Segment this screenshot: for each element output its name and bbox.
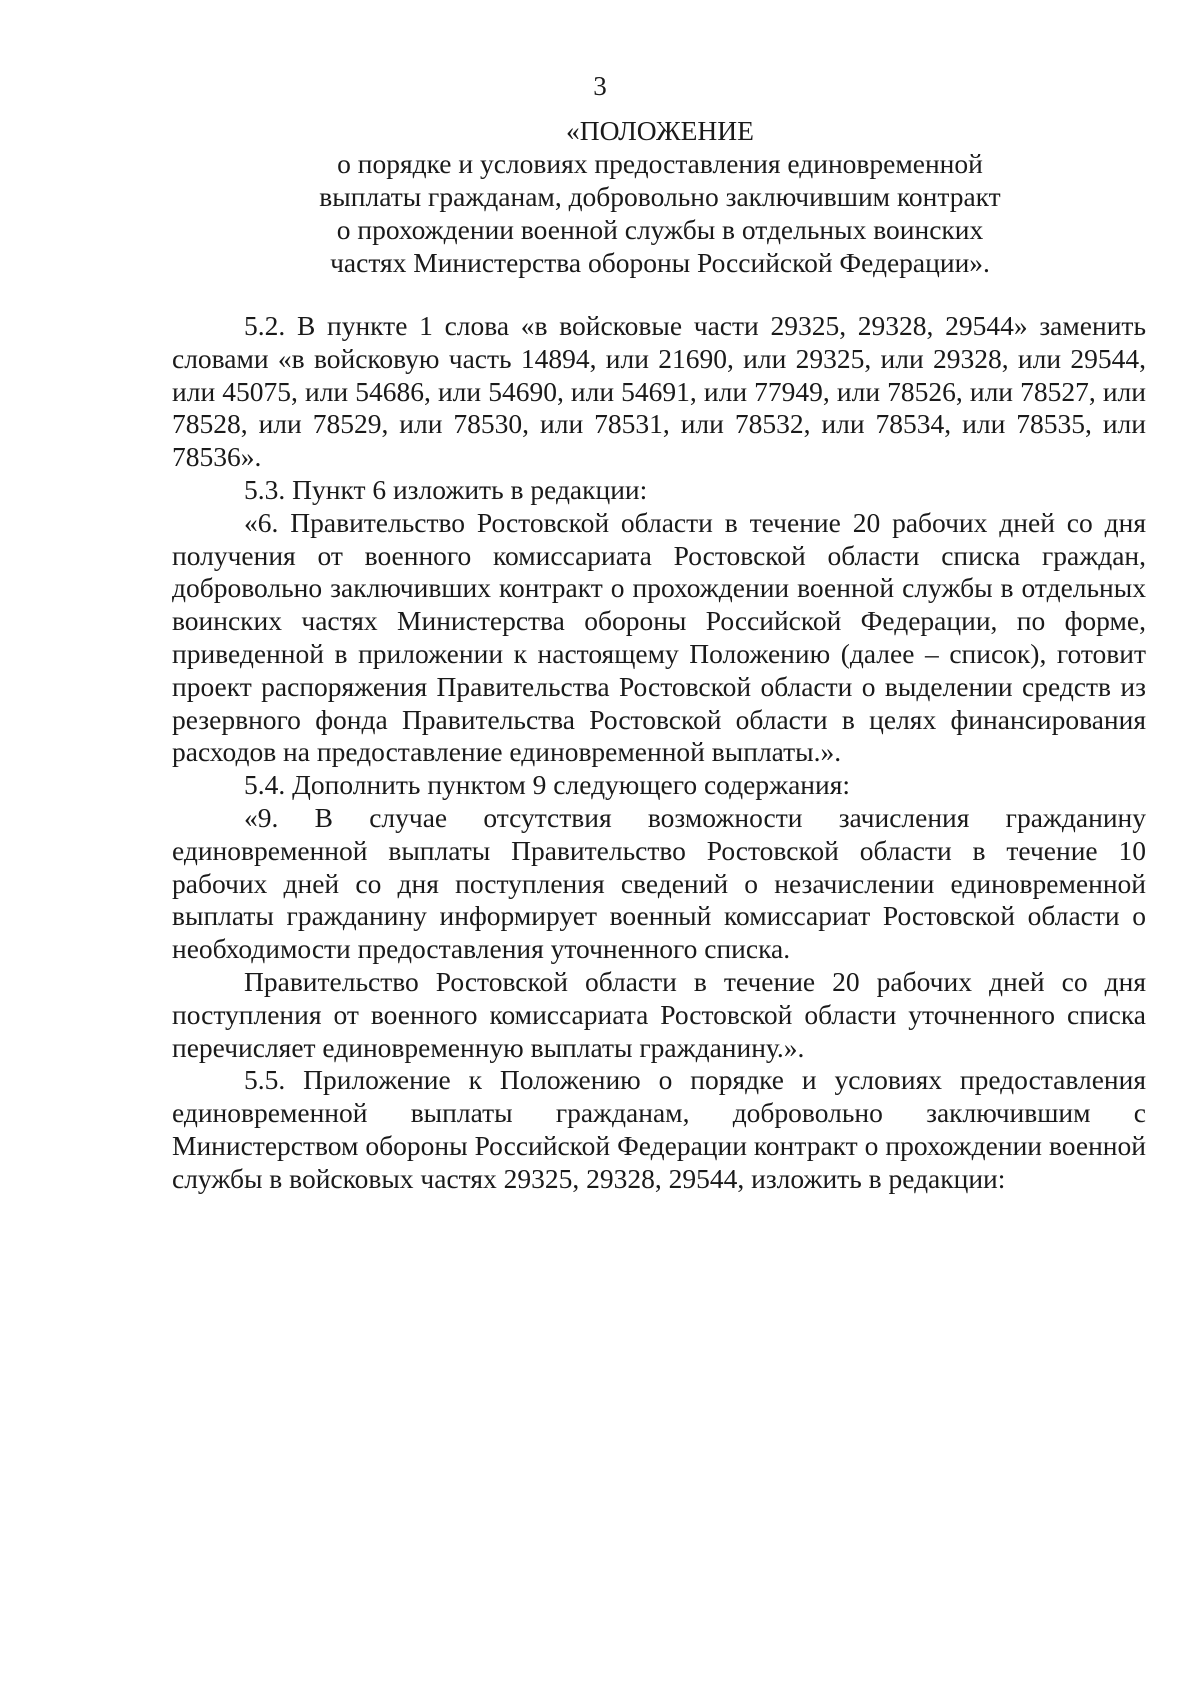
- paragraph-5-3: 5.3. Пункт 6 изложить в редакции:: [244, 473, 648, 505]
- paragraph-point-6: «6. Правительство Ростовской области в течение 20 рабочих дней со дня получения от военного комиссариата Ростовской области списка граждан, добровольно заключивших контракт о прохождении военной службы в отдельных воинских частях Министерства обороны Российской Федерации, по форме, приведенной в приложении к настоящему Положению (далее – список), готовит проект распоряжения Правительства Ростовской области о выделении средств из резервного фонда Правительства Ростовской области в целях финансирования расходов на предоставление единовременной выплаты.».: [172, 506, 1146, 768]
- page-number: 3: [593, 71, 607, 101]
- document-title: [270, 114, 1050, 279]
- title-line-1: о порядке и условиях предоставления единовременной: [337, 148, 983, 179]
- paragraph-5-2: 5.2. В пункте 1 слова «в войсковые части 29325, 29328, 29544» заменить словами «в войсковую часть 14894, или 21690, или 29325, или 29328, или 29544, или 45075, или 54686, или 54690, или 54691, или 77949, или 78526, или 78527, или 78528, или 78529, или 78530, или 78531, или 78532, или 78534, или 78535, или 78536».: [172, 310, 1146, 473]
- paragraph-5-4: 5.4. Дополнить пунктом 9 следующего содержания:: [244, 769, 850, 801]
- title-line-4: частях Министерства обороны Российской Федерации».: [330, 247, 990, 278]
- title-line-3: о прохождении военной службы в отдельных воинских: [336, 214, 984, 245]
- paragraph-point-9-continued: Правительство Ростовской области в течение 20 рабочих дней со дня поступления от военного комиссариата Ростовской области уточненного списка перечисляет единовременную выплаты гражданину.».: [172, 965, 1146, 1063]
- title-line-2: выплаты гражданам, добровольно заключившим контракт: [319, 181, 1001, 212]
- document-body: [172, 310, 1146, 1196]
- title-heading: «ПОЛОЖЕНИЕ: [566, 115, 754, 146]
- paragraph-5-5: 5.5. Приложение к Положению о порядке и условиях предоставления единовременной выплаты гражданам, добровольно заключившим с Министерством обороны Российской Федерации контракт о прохождении военной службы в войсковых частях 29325, 29328, 29544, изложить в редакции:: [172, 1064, 1146, 1194]
- paragraph-point-9: «9. В случае отсутствия возможности зачисления гражданину единовременной выплаты Правительство Ростовской области в течение 10 рабочих дней со дня поступления сведений о незачислении единовременной выплаты гражданину информирует военный комиссариат Ростовской области о необходимости предоставления уточненного списка.: [172, 801, 1146, 965]
